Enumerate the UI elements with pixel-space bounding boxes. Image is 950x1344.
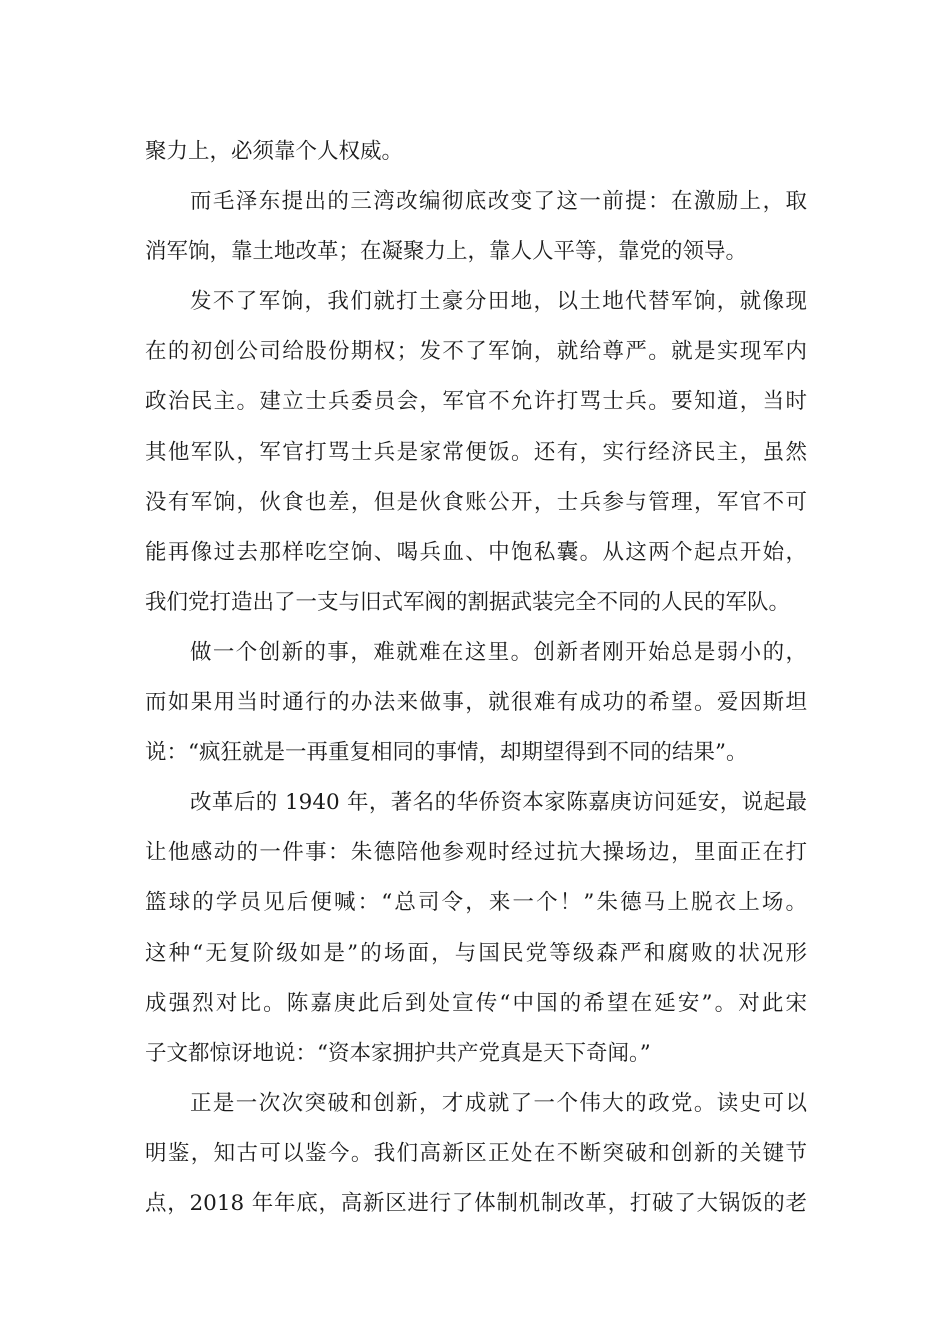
- text-line: 子文都惊讶地说：“资本家拥护共产党真是天下奇闻。”: [145, 1040, 651, 1066]
- text-line: 政治民主。建立士兵委员会，军官不允许打骂士兵。要知道，当时: [145, 389, 807, 415]
- text-line: 这种“无复阶级如是”的场面，与国民党等级森严和腐败的状况形: [145, 940, 807, 966]
- text-line: 说：“疯狂就是一再重复相同的事情，却期望得到不同的结果”。: [145, 740, 748, 766]
- text-line: 而毛泽东提出的三湾改编彻底改变了这一前提：在激励上，取: [190, 189, 807, 215]
- body-text: [145, 127, 807, 1229]
- text-line: 我们党打造出了一支与旧式军阀的割据武装完全不同的人民的军队。: [145, 589, 791, 615]
- text-line: 其他军队，军官打骂士兵是家常便饭。还有，实行经济民主，虽然: [145, 439, 807, 465]
- text-line: 做一个创新的事，难就难在这里。创新者刚开始总是弱小的，: [190, 639, 807, 665]
- text-line: 消军饷，靠土地改革；在凝聚力上，靠人人平等，靠党的领导。: [145, 239, 748, 265]
- text-line: 点，2018 年年底，高新区进行了体制机制改革，打破了大锅饭的老: [145, 1190, 807, 1216]
- text-line: 而如果用当时通行的办法来做事，就很难有成功的希望。爱因斯坦: [145, 690, 807, 716]
- text-line: 在的初创公司给股份期权；发不了军饷，就给尊严。就是实现军内: [145, 339, 807, 365]
- text-line: 成强烈对比。陈嘉庚此后到处宣传“中国的希望在延安”。对此宋: [145, 990, 807, 1016]
- text-line: 能再像过去那样吃空饷、喝兵血、中饱私囊。从这两个起点开始，: [145, 539, 807, 565]
- text-line: 发不了军饷，我们就打土豪分田地，以土地代替军饷，就像现: [190, 289, 807, 315]
- text-line: 明鉴，知古可以鉴今。我们高新区正处在不断突破和创新的关键节: [145, 1140, 807, 1166]
- text-line: 改革后的 1940 年，著名的华侨资本家陈嘉庚访问延安，说起最: [190, 790, 807, 816]
- text-line: 正是一次次突破和创新，才成就了一个伟大的政党。读史可以: [190, 1090, 807, 1116]
- text-line: 篮球的学员见后便喊：“总司令，来一个！”朱德马上脱衣上场。: [145, 890, 807, 916]
- text-line: 没有军饷，伙食也差，但是伙食账公开，士兵参与管理，军官不可: [145, 489, 807, 515]
- text-line: 让他感动的一件事：朱德陪他参观时经过抗大操场边，里面正在打: [145, 840, 807, 866]
- text-line: 聚力上，必须靠个人权威。: [145, 139, 404, 164]
